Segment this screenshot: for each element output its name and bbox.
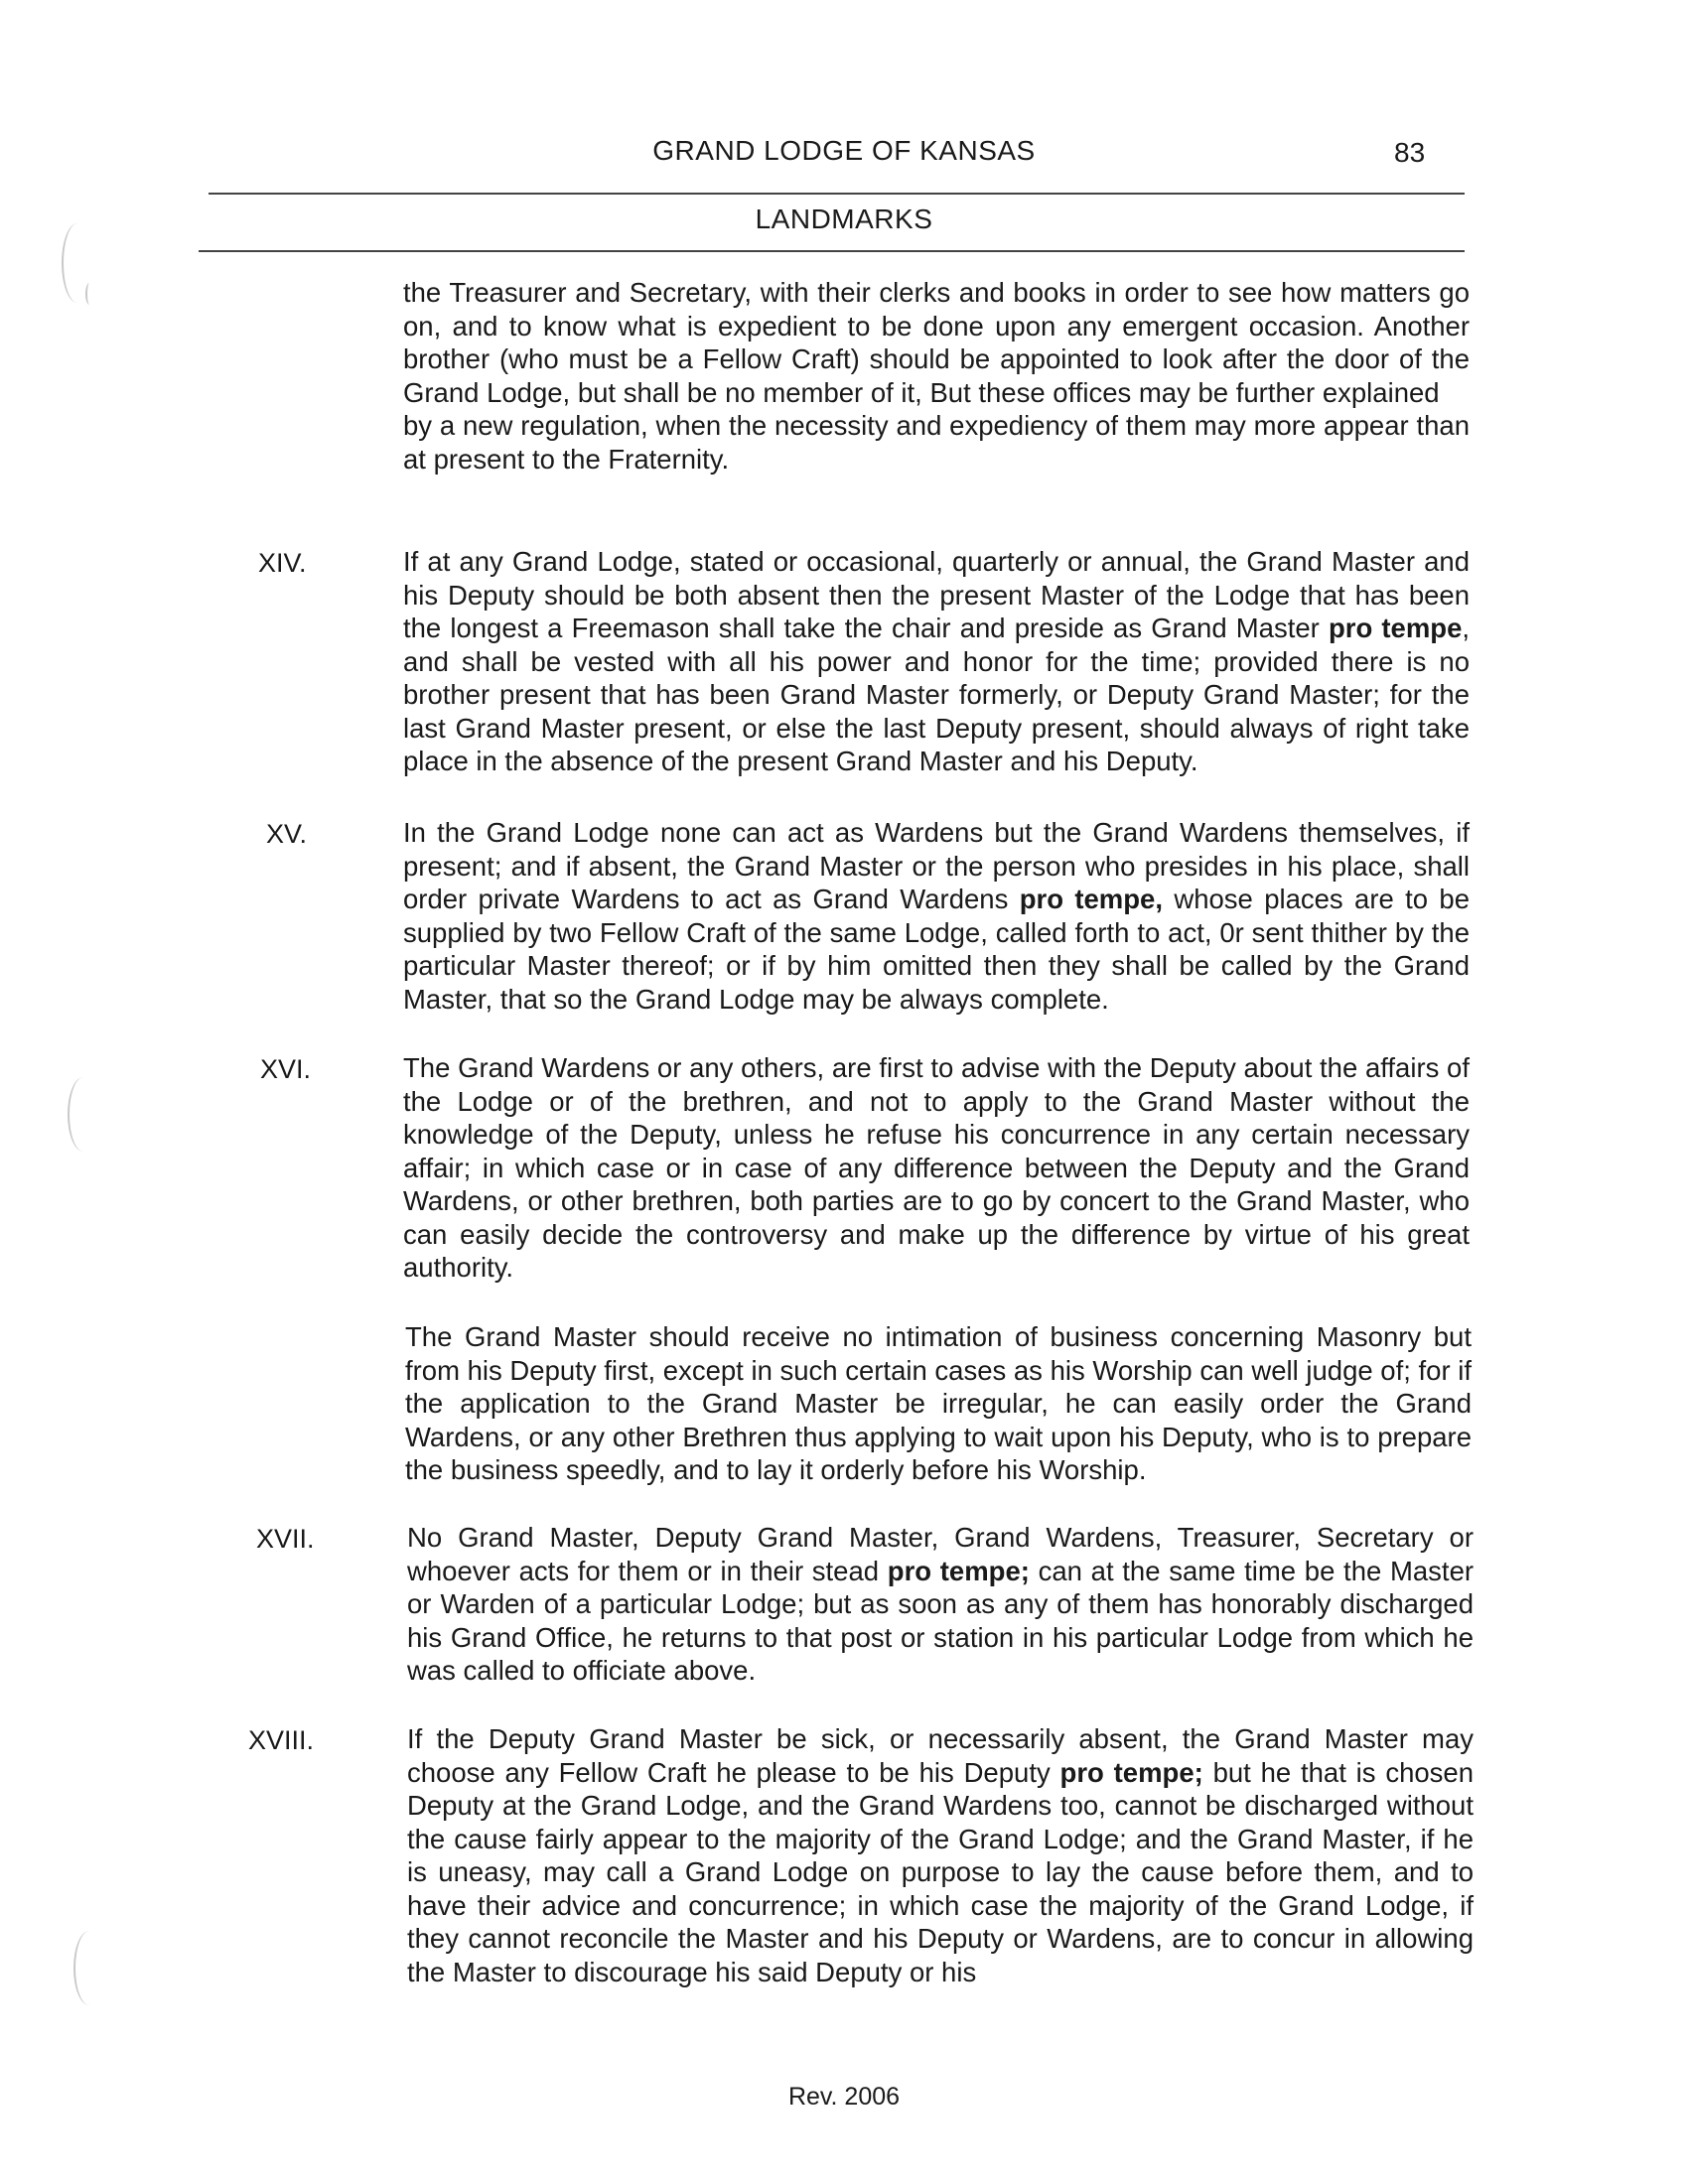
landmark-paragraph-xviii (407, 1722, 1474, 1988)
continuation-paragraph (403, 276, 1470, 476)
paragraph-text: In the Grand Lodge none can act as Wardens but the Grand Wardens themselves, if present; and if absent, the Grand Master or the person who presides in his place, shall order private Wardens to act as Grand Wardens (403, 817, 1470, 914)
page-footer-revision: Rev. 2006 (787, 2083, 901, 2111)
landmark-paragraph-xvi: The Grand Wardens or any others, are first to advise with the Deputy about the affairs of the Lodge or of the brethren, and not to apply to the Grand Master without the knowledge of the Deputy, unless he refuse his concurrence in any certain necessary affair; in which case or in case of any difference between the Deputy and the Grand Wardens, or other brethren, both parties are to go by concert to the Grand Master, who can easily decide the controversy and make up the difference by virtue of his great authority. (403, 1052, 1470, 1283)
section-numeral-xiv: XIV. (258, 548, 307, 578)
paragraph-text: the Treasurer and Secretary, with their clerks and books in order to see how matters go on, and to know what is expedient to be done upon any emergent occasion. Another brother (who must be a Fellow Craft) should be appointed to look after the door of the Grand Lodge, but shall be no member of it, But these offices may be further explained (403, 277, 1470, 408)
section-title: LANDMARKS (755, 204, 933, 234)
punch-hole-mark (73, 1931, 105, 2005)
bold-term: pro tempe, (1019, 884, 1163, 914)
bold-term: pro tempe (1328, 613, 1463, 643)
paragraph-text: can at the same time be the Master or Warden of a particular Lodge; but as soon as any of them has honorably discharged his Grand Office, he returns to that post or station in his particular Lodge from which he was called to officiate above. (407, 1555, 1475, 1686)
punch-hole-mark (68, 1077, 99, 1152)
section-rule (199, 250, 1465, 252)
landmark-paragraph-xv (403, 816, 1470, 1016)
bold-term: pro tempe; (887, 1555, 1030, 1586)
landmark-paragraph-xvii (407, 1521, 1474, 1688)
paragraph-text: If the Deputy Grand Master be sick, or necessarily absent, the Grand Master may choose any Fellow Craft he please to be his Deputy (407, 1723, 1474, 1788)
running-header-title: GRAND LODGE OF KANSAS (652, 135, 1036, 166)
page-number: 83 (1394, 137, 1426, 168)
section-numeral-xv: XV. (266, 819, 308, 849)
bold-term: pro tempe; (1059, 1756, 1203, 1788)
landmark-paragraph-xvi-continued: The Grand Master should receive no intimation of business concerning Masonry but from his Deputy first, except in such certain cases as his Worship can well judge of; for if the application to the Grand Master be irregular, he can easily order the Grand Wardens, or any other Brethren thus applying to wait upon his Deputy, who is to prepare the business speedly, and to lay it orderly before his Worship. (405, 1321, 1472, 1485)
paragraph-text: by a new regulation, when the necessity and expediency of them may more appear than at present to the Fraternity. (403, 410, 1470, 475)
paragraph-text: , and shall be vested with all his power and honor for the time; provided there is no brother present that has been Grand Master formerly, or Deputy Grand Master; for the last Grand Master present, or else the last Deputy present, should always of right take place in the absence of the present Grand Master and his Deputy. (403, 613, 1471, 776)
header-rule (209, 193, 1465, 195)
punch-hole-mark (85, 283, 93, 305)
section-numeral-xviii: XVIII. (248, 1725, 315, 1755)
paragraph-text: but he that is chosen Deputy at the Grand Lodge, and the Grand Wardens too, cannot be discharged without the cause fairly appear to the majority of the Grand Lodge; and the Grand Master, if he is uneasy, may call a Grand Lodge on purpose to lay the cause before them, and to have their advice and concurrence; in which case the majority of the Grand Lodge, if they cannot reconcile the Master and his Deputy or Wardens, are to concur in allowing the Master to discourage his said Deputy or his (407, 1756, 1475, 1987)
paragraph-text: No Grand Master, Deputy Grand Master, Grand Wardens, Treasurer, Secretary or whoever acts for them or in their stead (407, 1522, 1474, 1586)
section-numeral-xvi: XVI. (260, 1054, 312, 1084)
section-numeral-xvii: XVII. (256, 1524, 315, 1554)
paragraph-text: If at any Grand Lodge, stated or occasional, quarterly or annual, the Grand Master and his Deputy should be both absent then the present Master of the Lodge that has been the longest a Freemason shall take the chair and preside as Grand Master (403, 546, 1470, 643)
landmark-paragraph-xiv (403, 545, 1470, 778)
paragraph-text: whose places are to be supplied by two Fellow Craft of the same Lodge, called forth to act, 0r sent thither by the particular Master thereof; or if by him omitted then they shall be called by the Grand Master, that so the Grand Lodge may be always complete. (403, 884, 1471, 1015)
